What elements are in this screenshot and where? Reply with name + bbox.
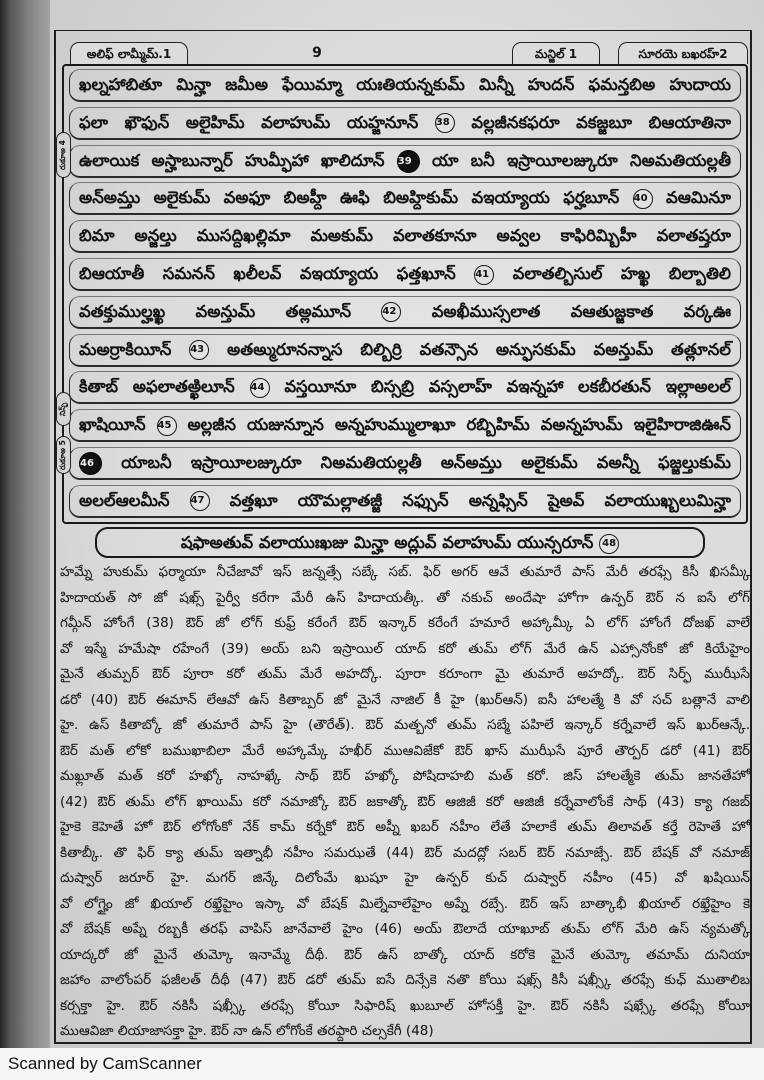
translation-line: హై. ఉస్ కితాబ్కో జో తుమారే పాస్ హై (తౌరేత్). ఔర్ మత్బనో తుమ్ సబ్మే పహిలే ఇన్కార్ కర్నేవాలే ఇస్ ఖుర్ఆన్కే. (60, 717, 750, 733)
header-juz-label: అలిఫ్ లామ్మీమ్.1 (70, 42, 188, 64)
translation-line: హమ్నే హుకుమ్ ఫర్మాయా నీచేజావో ఇస్ జన్నత్సే సబ్కే సబ్. ఫిర్ అగర్ ఆవే తుమారే పాస్ మేరీ తరఫ్సే కిసీ ఖిసమ్కీ (60, 564, 750, 580)
translation-line: కితాబ్కీ. తొ ఫిర్ క్యా తుమ్ ఇత్నాభీ నహీం సమఝతే (44) ఔర్ మదద్లో సబర్ ఔర్ నమాజ్సే. ఔర్ బేషక్ వో నమాజ్ (60, 844, 750, 861)
verse-text: మఅర్రాకియీన్ (79, 339, 172, 359)
verse-text: ఫలా ఖౌఫున్ అలైహిమ్ వలాహుమ్ యహ్జనూన్ (79, 112, 419, 132)
verse-text: ఖల్నహాబితూ మిన్హా జమీఅ ఫేయిమ్మా యఃతియన్నకుమ్ మిన్నీ హుదన్ ఫమన్తబిఅ హుదాయ (79, 75, 731, 94)
verse-text: కితాబ్ అఫలాతఅ్ఖిలూన్ (79, 377, 235, 397)
translation-line: మైనే తుమ్పర్ ఔర్ పూరా కరో తుమ్ మేరే అహద్కో. పూరా కరూంగా మై తుమారే అహద్కో. ఔర్ సిర్ఫ్ ముఝీసే (60, 666, 750, 682)
verse-line (69, 69, 741, 102)
verse-final-line-box (95, 527, 705, 558)
verse-text: యాబనీ ఇస్రాయీలజ్కురూ నిఅమతియల్లతీ అన్అమ్తు అలైకుమ్ వఅన్నీ ఫజ్జల్తుకుమ్ (121, 453, 732, 472)
translation-line: జహాం వాలోంపర్ ఫజీలత్ దీథీ (47) ఔర్ డరో తుమ్ ఐసే దిన్సేకె నతొ కోయి షఖ్స్ కిసీ షఖ్స్కీ తరఫ్సే కుఛ్ ముతాలిబ (60, 972, 750, 988)
verse-line (69, 220, 741, 253)
verse-number-marker: 39 (397, 150, 420, 173)
translation-line: వో లోగ్హైం జో ఖియాల్ రఖ్తేహైం ఇస్కా వో బేషక్ మిల్నేవాలేహైం అప్నే రబ్సే. ఔర్ ఇస్ బాత్కాభీ ఖియాల్ రఖ్తేహైం కె (60, 895, 750, 912)
scanner-watermark-bar (0, 1048, 764, 1080)
verse-number-marker: 48 (599, 534, 619, 554)
translation-line: ఔర్ మత్ లోకో బముఖాబిలా మేరే అహ్కామ్కే హఖీర్ ముఆవిజేకో ఔర్ ఖాస్ ముఝీసే పూరే తౌర్పర్ డరో (41) ఔర్ (60, 742, 750, 759)
margin-ruku-mark: రుకూఅ 5 (56, 436, 71, 474)
verse-number-marker: 38 (435, 113, 455, 133)
verse-line (69, 409, 741, 442)
scan-left-edge-shadow (0, 0, 50, 1048)
verse-text: వలాతల్బిసుల్ హఖ్ఖ బిల్బాతిలి (512, 264, 731, 283)
translation-line: హిదాయత్ సో జో షఖ్స్ పైర్వీ కరేగా మేరీ ఉస్ హిదాయత్కీ. తో నకుచ్ అందేషా హోగా ఉన్పర్ ఔర్ న ఐసే లోగ్ (60, 589, 750, 606)
verse-text: వఅఖీముస్సలాత వఆతుజ్జకాత వర్కఊ (431, 301, 732, 321)
translation-line: దుష్వార్ జరూర్ హై. మగర్ జిన్కే దిలోంమే ఖుషూ హై ఉన్పర్ కుచ్ దుష్వార్ నహీం (45) వో ఖషియిన్ (60, 870, 750, 886)
translation-line: ముఆవిజా లియాజాసక్తా హై. ఔర్ నా ఉన్ లోగోంకే తరఫ్దారి చల్సకేగీ (48) (60, 1023, 434, 1039)
header-manzil-label: మన్జిల్ 1 (512, 42, 600, 64)
margin-ruku-mark: రుకూఅ 4 (56, 132, 71, 178)
verse-text: అల్లజీన యజున్నూన అన్నహుమ్ములాఖూ రబ్బిహిమ్ వఅన్నహుమ్ ఇలైహిరాజిఊన్ (187, 415, 731, 435)
verse-text: వతక్తుముల్హఖ్ఖ వఅన్తుమ్ తఅ్లమూన్ (79, 301, 352, 321)
verse-text: వల్లజీనకఫరూ వకజ్జబూ బిఆయాతినా (471, 112, 732, 132)
margin-section-mark: నిస్ఫ్ (56, 392, 71, 426)
verse-text: బిఆయాతీ సమనన్ ఖలీలవ్ వఇయ్యాయ ఫత్తఖూన్ (79, 264, 456, 283)
translation-line: వో బేషక్ అప్నే రబ్బకీ తరఫ్ వాపిస్ జానేవాలే హైం (46) అయ్ ఔలాదే యాఖూబ్ తుమ్ లోగ్ మేరి ఉస్ న్యమత్కో (60, 921, 750, 937)
verse-text: వస్తయీనూ బిస్సబ్రి వస్సలాహ్ వఇన్నహా లకబీరతున్ ఇల్లాఅలల్ (284, 377, 731, 397)
translation-text-block (60, 560, 750, 1045)
verse-number-marker: 46 (79, 452, 102, 475)
translation-line: కర్సక్తా హై. ఔర్ నకిసీ షఖ్స్కీ తరఫ్సే కోయీ సిఫారిష్ ఖుబూల్ హోసక్తీ హై. ఔర్ నకిసీ షఖ్స్కే తరఫ్సే కోయీ (60, 997, 750, 1014)
verse-text: అలల్ఆలమీన్ (79, 490, 170, 510)
verse-number-marker: 43 (189, 340, 209, 360)
verse-line (69, 107, 741, 140)
translation-line: వో ఇస్మే హమేషా రహేంగే (39) అయ్ బని ఇస్రాయిల్ యాద్ కరో తుమ్ లోగ్ మేరే ఉన్ ఎహ్సానోంకో జో కియేహైం (60, 640, 750, 657)
scanner-watermark-text: Scanned by CamScanner (8, 1054, 202, 1073)
translation-line: మఖ్లూత్ మత్ కరో హఖ్కో నాహఖ్కే సాథ్ ఔర్ హఖ్కో పోషిదాహబి మత్ కరో. జిస్ హాలత్మేకె తుమ్ జానతేహో (60, 768, 750, 784)
translation-line: గమ్గీన్ హోంగే (38) ఔర్ జో లోగ్ కుఫ్ర్ కరేంగే ఔర్ ఇన్కార్ కరేంగే హమారే అహ్కామ్కీ ఏ లోగ్ హోంగే దోజఖ్ వాలే (60, 615, 750, 631)
verse-line (69, 334, 741, 367)
translation-line: (42) ఔర్ తుమ్ లోగ్ ఖాయిమ్ కరో నమాజ్కో ఔర్ జకాత్కో ఔర్ ఆజిజీ కరో ఆజిజీ కర్నేవాలోంకే సాథ్ (43) క్యా గజబ్ (60, 793, 750, 810)
header-surah-label: సూరయె బఖరహ్2 (618, 42, 748, 64)
verse-text: యా బనీ ఇస్రాయీలజ్కురూ నిఅమతియల్లతీ (432, 150, 732, 170)
verse-line (69, 485, 741, 518)
verse-line (69, 296, 741, 329)
translation-line: హైకె కెహెతే హో ఔర్ లోగోంకో నేక్ కామ్ కర్నేకో ఔర్ అప్నీ ఖబర్ నహీం లేతే హలాకే తుమ్ తిలావత్ కర్తే రెహెతే హో (60, 819, 750, 835)
translation-line: యాద్కరో జో మైనే తుమ్కో ఇనామ్మే దీథీ. ఔర్ ఉస్ బాత్కో యాద్ కరోకె మైనే తుమ్కో తమామ్ దునియా (60, 946, 750, 963)
verse-line (69, 145, 741, 178)
verse-text: వత్తఖూ యౌమల్లాతజ్జీ నఫ్సున్ అన్నఫ్సిన్ షైఅవ్ వలాయుఖ్బలుమిన్హా (229, 490, 731, 510)
verse-line (69, 182, 741, 215)
verse-number-marker: 45 (157, 416, 177, 436)
verse-text: షఫాఅతువ్ వలాయుఃఖజు మిన్హా అద్లువ్ వలాహుమ్ యున్సరూన్ (180, 533, 594, 552)
verse-number-marker: 40 (633, 189, 653, 209)
verse-number-marker: 47 (190, 491, 210, 511)
verse-text: వఆమినూ (666, 188, 731, 208)
verse-number-marker: 44 (250, 378, 270, 398)
verse-text: అన్అమ్తు అలైకుమ్ వఅఫూ బిఅహ్దీ ఊఫి బిఅహ్దికుమ్ వఇయ్యాయ ఫర్హబూన్ (79, 188, 620, 208)
transliteration-verse-box (62, 64, 748, 524)
verse-line (69, 371, 741, 404)
verse-text: బిమా అన్జల్తు ముసద్దిఖల్లిమా మఅకుమ్ వలాతకూనూ అవ్వల కాఫిరిమ్బిహీ వలాతష్తరూ (79, 226, 731, 246)
verse-text: ఖాషియీన్ (79, 415, 146, 435)
verse-line (69, 447, 741, 480)
verse-line (69, 258, 741, 291)
verse-text: అతఅ్మురూనన్నాస బిల్బిర్రి వతన్సౌన అన్ఫుసకుమ్ వఅన్తుమ్ తత్లూనల్ (227, 339, 732, 359)
page-number: 9 (312, 45, 322, 61)
verse-number-marker: 41 (474, 265, 494, 285)
verse-number-marker: 42 (381, 302, 401, 322)
verse-text: ఉలాయిక అస్హాబున్నార్ హుమ్ఫీహా ఖాలిదూన్ (79, 150, 385, 170)
translation-line: డరో (40) ఔర్ ఈమాన్ లేఆవో ఉస్ కితాబ్పర్ జో మైనే నాజిల్ కీ హై (ఖుర్ఆన్) ఐసీ హాలత్మే కి వో సచ్ బత్లానే వాలి (60, 691, 750, 708)
